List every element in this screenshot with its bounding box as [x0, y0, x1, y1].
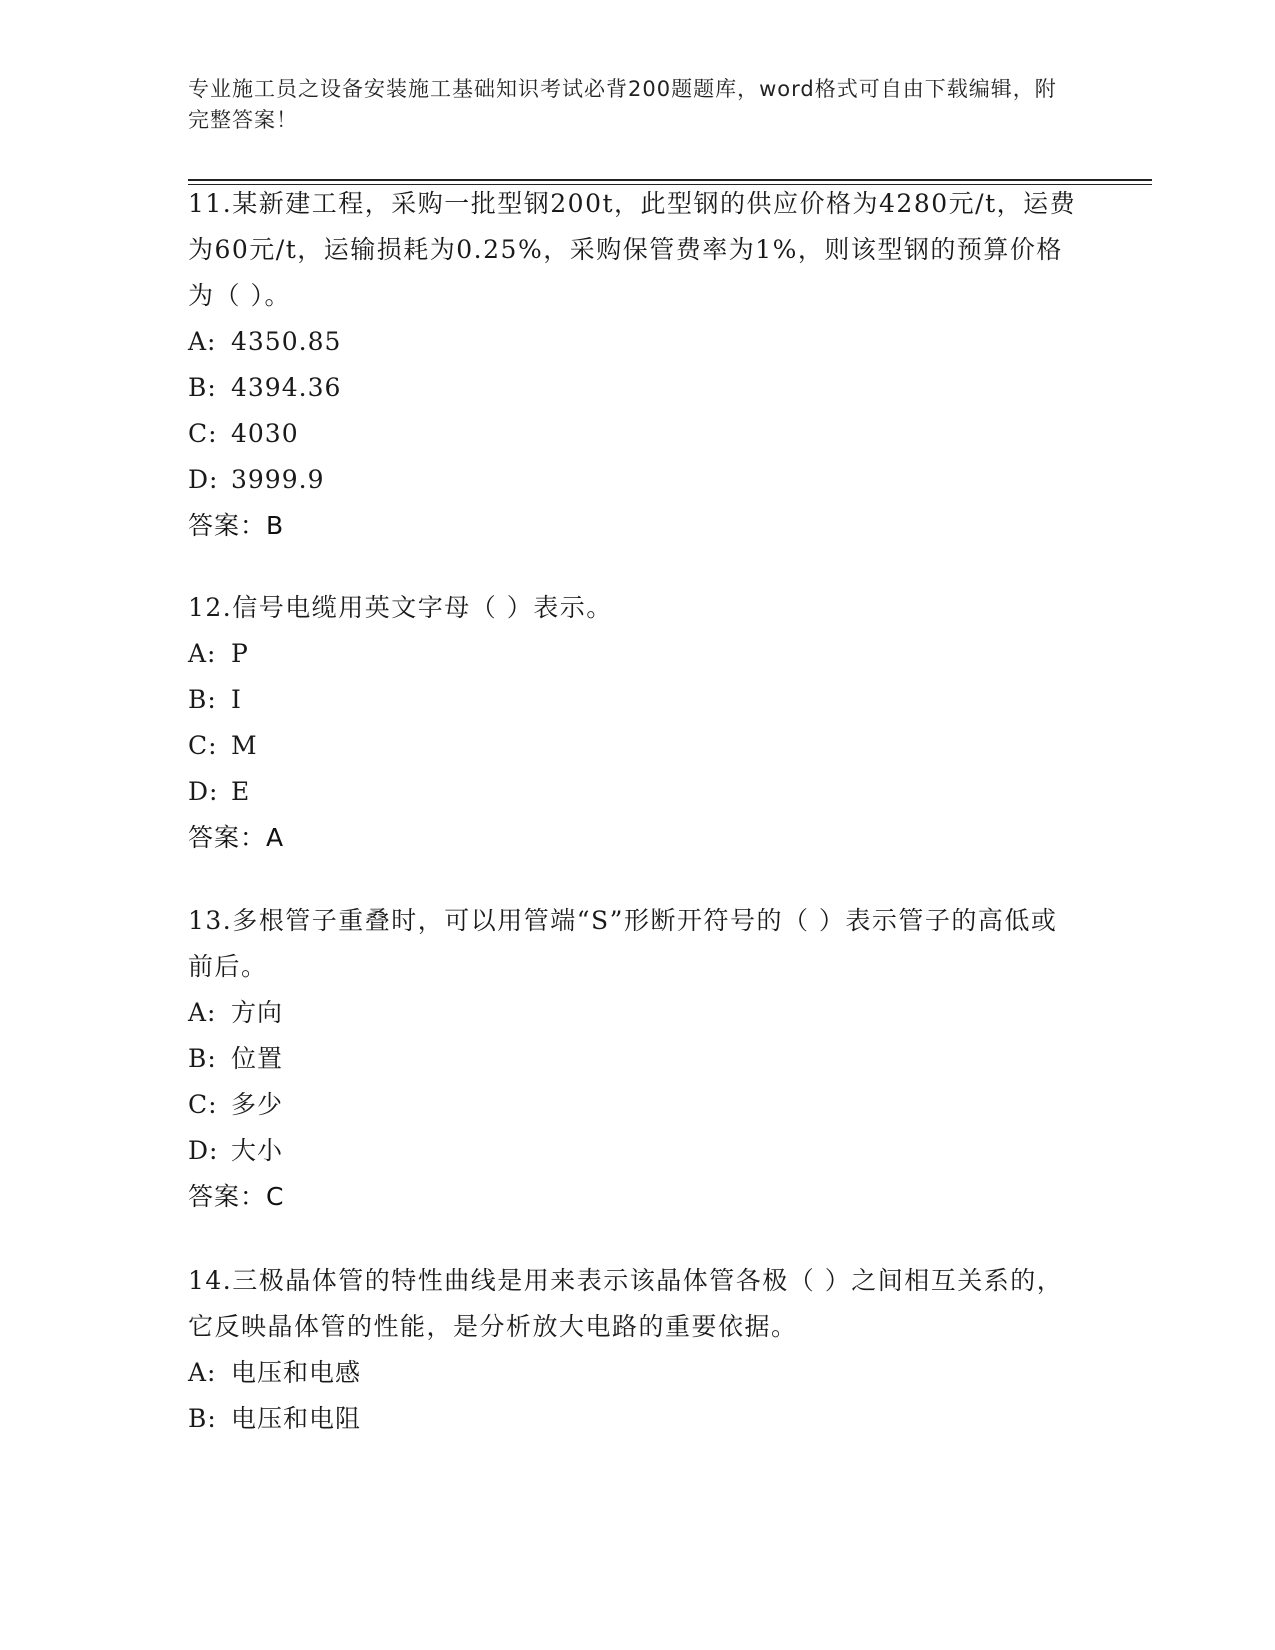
- question-11: [188, 181, 1078, 549]
- answer-line: 答案：B: [188, 511, 285, 540]
- option-key: C:: [188, 1090, 218, 1119]
- option-text: E: [231, 777, 251, 806]
- option-text: 大小: [231, 1136, 284, 1165]
- option-text: 3999.9: [231, 465, 325, 494]
- option-key: B:: [188, 685, 217, 714]
- option-key: B:: [188, 1044, 217, 1073]
- question-stem: 12.信号电缆用英文字母（ ）表示。: [188, 593, 613, 622]
- option-a: [188, 990, 1078, 1036]
- option-c: [188, 1082, 1078, 1128]
- option-c: [188, 411, 1078, 457]
- option-key: A:: [188, 327, 217, 356]
- option-text: 方向: [231, 998, 284, 1027]
- option-text: 4030: [231, 419, 299, 448]
- option-b: [188, 1396, 1078, 1442]
- option-text: M: [231, 731, 258, 760]
- option-text: 4394.36: [231, 373, 342, 402]
- document-header: 专业施工员之设备安装施工基础知识考试必背200题题库，word格式可自由下载编辑，附完整答案！: [188, 77, 1057, 132]
- option-d: [188, 769, 1078, 815]
- option-key: B:: [188, 373, 217, 402]
- option-text: 电压和电阻: [231, 1404, 362, 1433]
- option-text: 多少: [231, 1090, 284, 1119]
- option-a: [188, 319, 1078, 365]
- question-stem: 13.多根管子重叠时，可以用管端“S”形断开符号的（ ）表示管子的高低或前后。: [188, 906, 1058, 981]
- question-14: [188, 1258, 1078, 1442]
- option-b: [188, 1036, 1078, 1082]
- option-key: C:: [188, 731, 218, 760]
- question-stem: 14.三极晶体管的特性曲线是用来表示该晶体管各极（ ）之间相互关系的，它反映晶体管的性能，是分析放大电路的重要依据。: [188, 1266, 1064, 1341]
- option-text: P: [231, 639, 249, 668]
- option-key: A:: [188, 1358, 217, 1387]
- answer-line: 答案：A: [188, 823, 285, 852]
- option-d: [188, 457, 1078, 503]
- option-a: [188, 631, 1078, 677]
- option-a: [188, 1350, 1078, 1396]
- question-stem: 11.某新建工程，采购一批型钢200t，此型钢的供应价格为4280元/t，运费为60元/t，运输损耗为0.25%，采购保管费率为1%，则该型钢的预算价格为（ ）。: [188, 189, 1077, 310]
- option-b: [188, 677, 1078, 723]
- option-key: D:: [188, 1136, 219, 1165]
- option-key: C:: [188, 419, 218, 448]
- option-text: 位置: [231, 1044, 284, 1073]
- option-key: B:: [188, 1404, 217, 1433]
- question-12: [188, 585, 1078, 861]
- option-text: 4350.85: [231, 327, 342, 356]
- option-key: A:: [188, 639, 217, 668]
- option-d: [188, 1128, 1078, 1174]
- option-text: 电压和电感: [231, 1358, 362, 1387]
- question-13: [188, 898, 1078, 1220]
- answer-line: 答案：C: [188, 1182, 285, 1211]
- option-key: D:: [188, 465, 219, 494]
- option-text: I: [231, 685, 242, 714]
- option-key: A:: [188, 998, 217, 1027]
- option-c: [188, 723, 1078, 769]
- option-key: D:: [188, 777, 219, 806]
- option-b: [188, 365, 1078, 411]
